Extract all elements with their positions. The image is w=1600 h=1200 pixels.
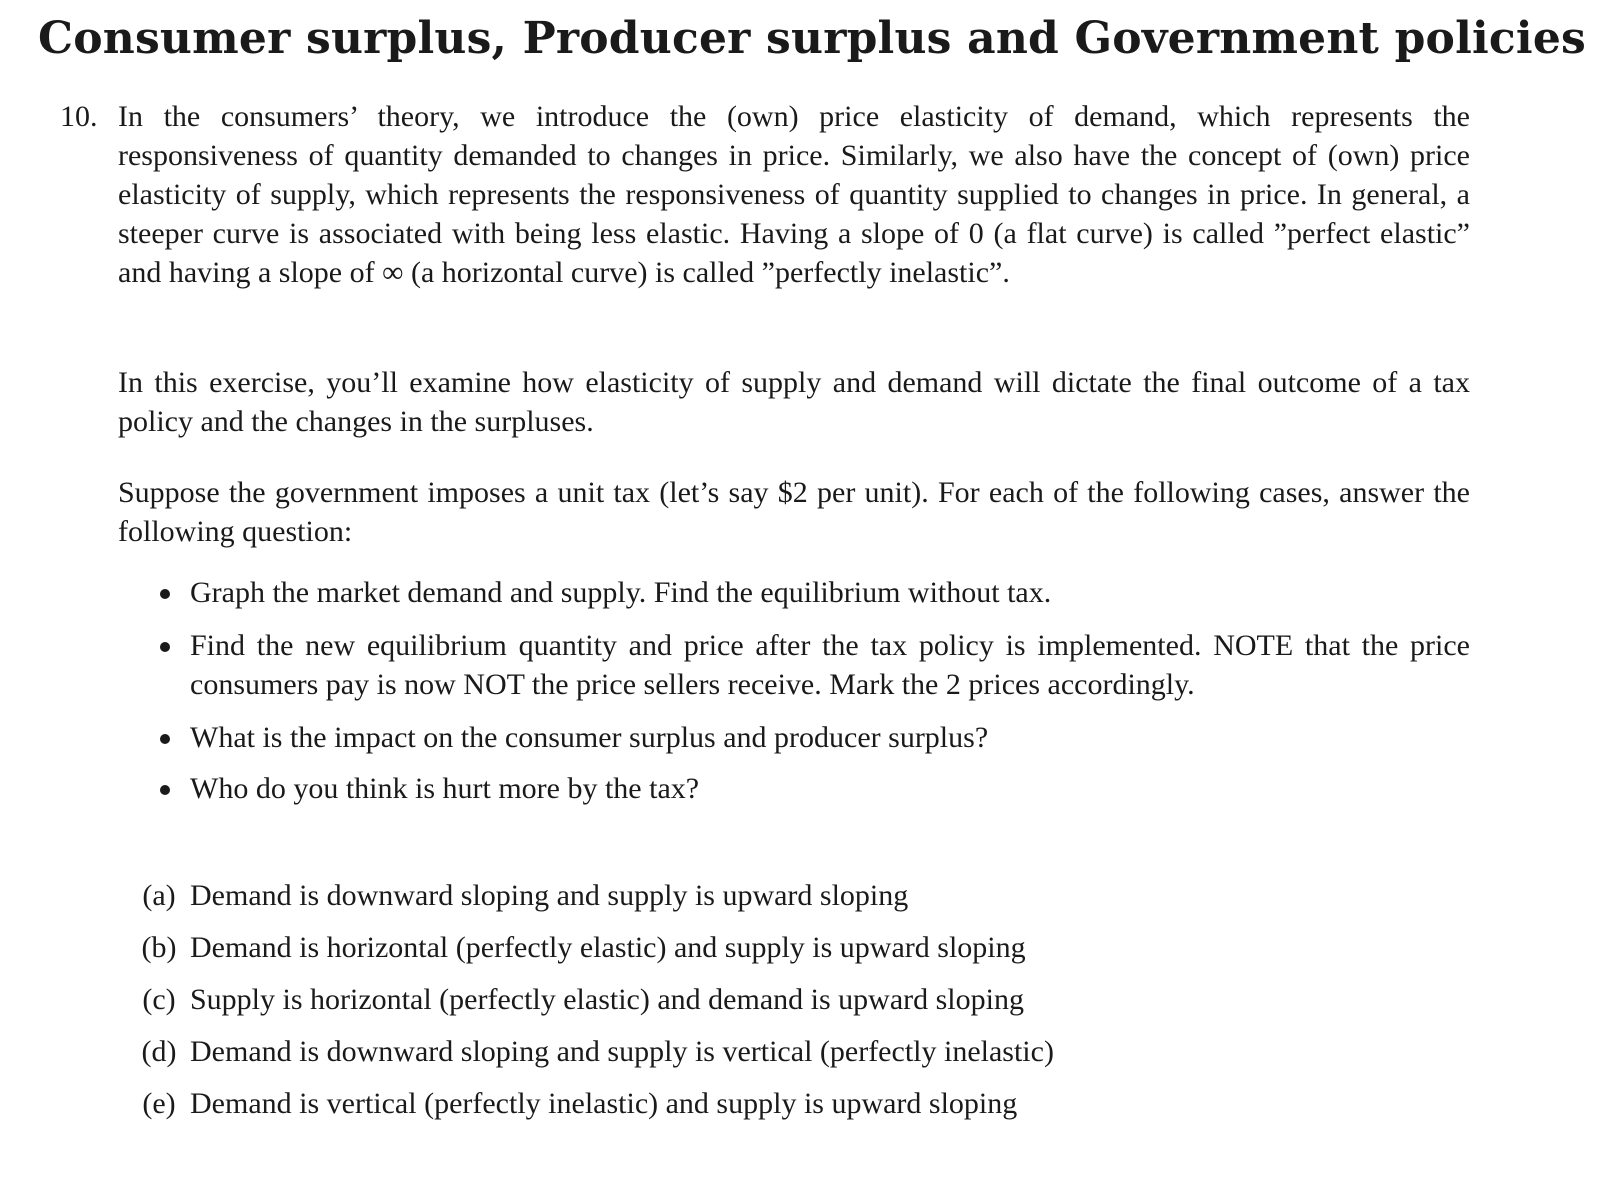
case-item-b [128,928,1054,967]
case-label: (c) [142,983,176,1016]
bullet-dot-icon [160,785,170,795]
bullet-item [158,718,1470,757]
question-number: 10. [60,100,98,133]
question-bullet-list [158,573,1470,808]
bullet-text: Find the new equilibrium quantity and price after the tax policy is implemented. NOTE that the price consumers pay is now NOT the price sellers receive. Mark the 2 prices accordingly. [190,629,1470,701]
bullet-text: Who do you think is hurt more by the tax? [190,772,700,805]
case-label: (d) [141,1035,177,1068]
case-text: Demand is vertical (perfectly inelastic) and supply is upward sloping [190,1087,1018,1120]
exercise-paragraph: In this exercise, you’ll examine how elasticity of supply and demand will dictate the final outcome of a tax policy and the changes in the surpluses. [118,366,1470,438]
case-text: Supply is horizontal (perfectly elastic) and demand is upward sloping [190,983,1024,1016]
section-title: Consumer surplus, Producer surplus and Government policies [38,13,1586,64]
tax-paragraph: Suppose the government imposes a unit tax (let’s say $2 per unit). For each of the following cases, answer the following question: [118,476,1470,548]
bullet-dot-icon [160,642,170,652]
case-label: (a) [142,879,176,912]
case-text: Demand is downward sloping and supply is upward sloping [190,879,909,912]
case-list [128,876,1054,1136]
case-item-a [128,876,1054,915]
case-label: (e) [142,1087,176,1120]
bullet-dot-icon [160,589,170,599]
case-item-c [128,980,1054,1019]
bullet-text: Graph the market demand and supply. Find the equilibrium without tax. [190,576,1052,609]
bullet-text: What is the impact on the consumer surplus and producer surplus? [190,721,989,754]
bullet-dot-icon [160,734,170,744]
bullet-item [158,626,1470,704]
bullet-item [158,573,1470,612]
case-text: Demand is downward sloping and supply is vertical (perfectly inelastic) [190,1035,1054,1068]
case-text: Demand is horizontal (perfectly elastic) and supply is upward sloping [190,931,1026,964]
case-label: (b) [141,931,177,964]
case-item-e [128,1084,1054,1123]
case-item-d [128,1032,1054,1071]
bullet-item [158,769,1470,808]
intro-paragraph: In the consumers’ theory, we introduce the (own) price elasticity of demand, which represents the responsiveness of quantity demanded to changes in price. Similarly, we also have the concept of (own) price elasticity of supply, which represents the responsiveness of quantity supplied to changes in price. In general, a steeper curve is associated with being less elastic. Having a slope of 0 (a flat curve) is called ”perfect elastic” and having a slope of ∞ (a horizontal curve) is called ”perfectly inelastic”. [118,100,1470,289]
